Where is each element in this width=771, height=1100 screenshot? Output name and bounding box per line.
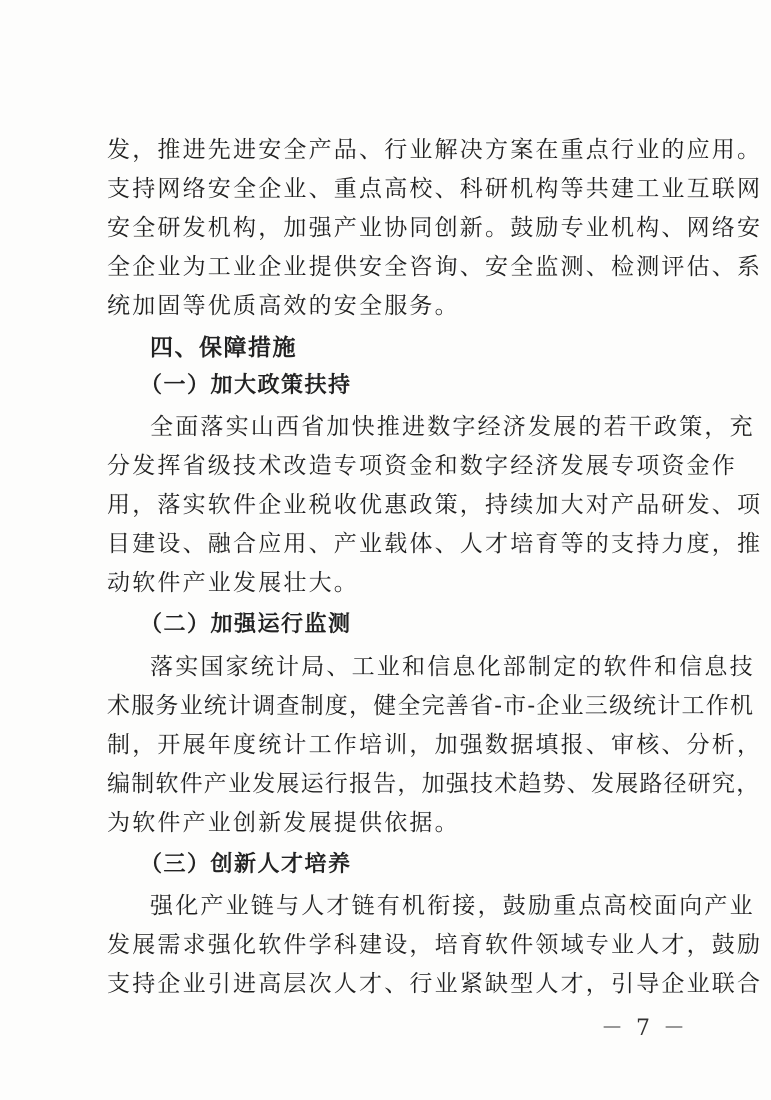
body-text-line: 目建设、融合应用、产业载体、人才培育等的支持力度，推 bbox=[107, 531, 763, 557]
body-text-line: 全面落实山西省加快推进数字经济发展的若干政策，充 bbox=[150, 414, 755, 440]
body-text-line: 落实国家统计局、工业和信息化部制定的软件和信息技 bbox=[150, 654, 755, 680]
body-text-line: 支持企业引进高层次人才、行业紧缺型人才，引导企业联合 bbox=[107, 971, 763, 997]
section-heading: 四、保障措施 bbox=[150, 335, 297, 361]
body-text-line: 强化产业链与人才链有机衔接，鼓励重点高校面向产业 bbox=[150, 893, 755, 919]
body-text-line: 编制软件产业发展运行报告，加强技术趋势、发展路径研究， bbox=[107, 771, 761, 797]
page-number: － 7 － bbox=[601, 1016, 688, 1041]
body-text-line: 动软件产业发展壮大。 bbox=[107, 570, 359, 596]
subsection-heading: （一）加大政策扶持 bbox=[140, 372, 352, 398]
body-text-line: 安全研发机构，加强产业协同创新。鼓励专业机构、网络安 bbox=[107, 215, 763, 241]
body-text-line: 用，落实软件企业税收优惠政策，持续加大对产品研发、项 bbox=[107, 492, 763, 518]
body-text-line: 统加固等优质高效的安全服务。 bbox=[107, 293, 460, 319]
body-text-line: 发展需求强化软件学科建设，培育软件领域专业人才，鼓励 bbox=[107, 932, 763, 958]
body-text-line: 分发挥省级技术改造专项资金和数字经济发展专项资金作 bbox=[107, 453, 737, 479]
subsection-heading: （二）加强运行监测 bbox=[140, 611, 352, 637]
subsection-heading: （三）创新人才培养 bbox=[140, 851, 352, 877]
body-text-line: 制，开展年度统计工作培训，加强数据填报、审核、分析， bbox=[107, 732, 763, 758]
body-text-line: 全企业为工业企业提供安全咨询、安全监测、检测评估、系 bbox=[107, 254, 763, 280]
body-text-line: 支持网络安全企业、重点高校、科研机构等共建工业互联网 bbox=[107, 176, 763, 202]
body-text-line: 发，推进先进安全产品、行业解决方案在重点行业的应用。 bbox=[107, 137, 763, 163]
body-text-line: 为软件产业创新发展提供依据。 bbox=[107, 810, 460, 836]
body-text-line: 术服务业统计调查制度，健全完善省-市-企业三级统计工作机 bbox=[107, 693, 755, 719]
